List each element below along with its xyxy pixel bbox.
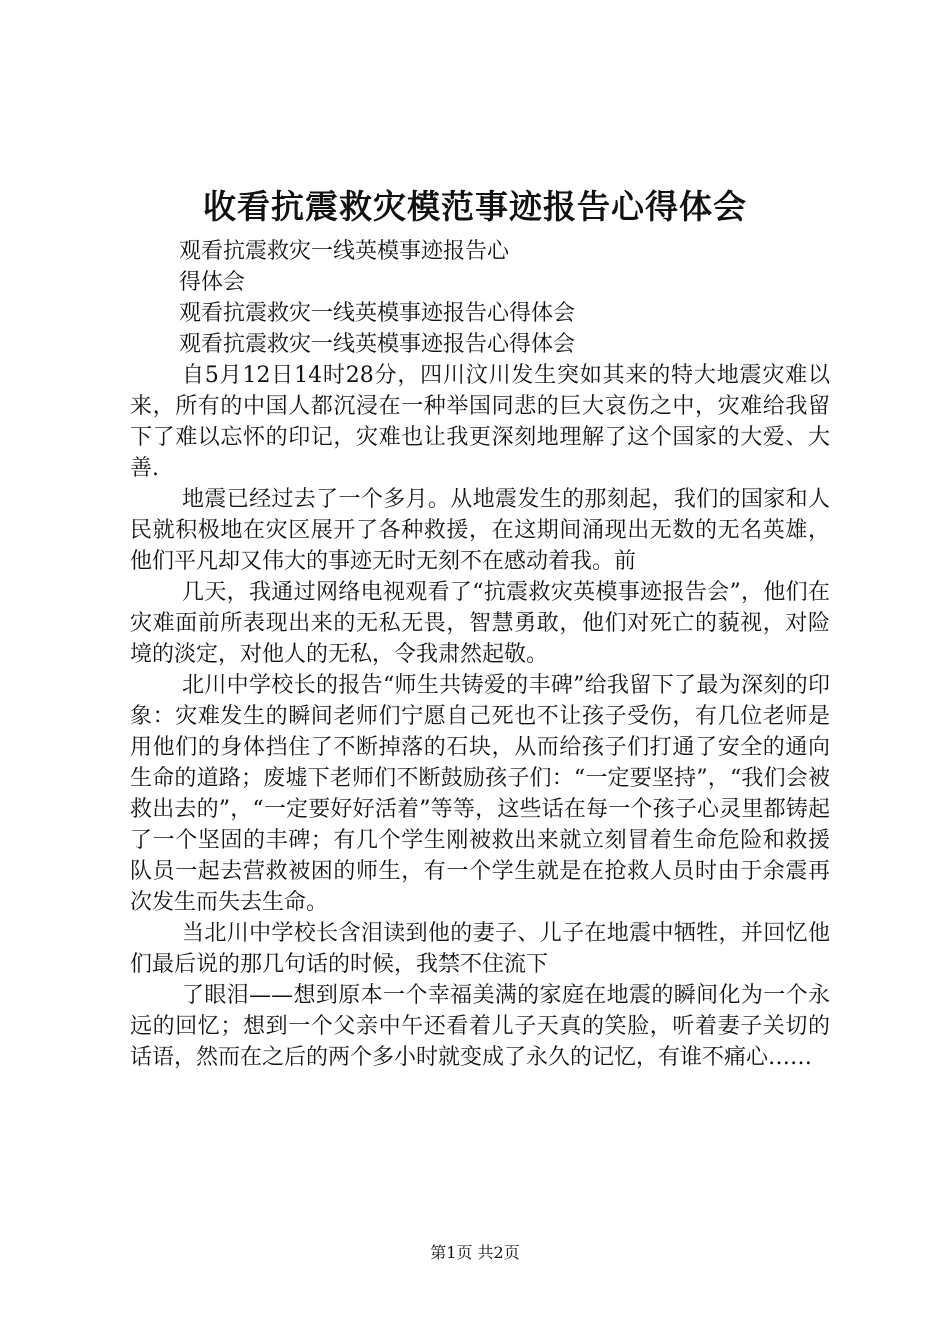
paragraph-6: 了眼泪——想到原本一个幸福美满的家庭在地震的瞬间化为一个永远的回忆；想到一个父亲中午还看着儿子天真的笑脸，听着妻子关切的话语，然而在之后的两个多小时就变成了永久的记忆，有谁不痛心…… bbox=[130, 983, 830, 1070]
subheading-line-1: 观看抗震救灾一线英模事迹报告心 bbox=[179, 239, 510, 264]
paragraph-3: 几天，我通过网络电视观看了“抗震救灾英模事迹报告会”，他们在灾难面前所表现出来的无私无畏，智慧勇敢，他们对死亡的藐视，对险境的淡定，对他人的无私，令我肃然起敬。 bbox=[130, 580, 830, 667]
subheading-line-3: 观看抗震救灾一线英模事迹报告心得体会 bbox=[179, 301, 576, 326]
paragraph-1: 自5月12日14时28分，四川汶川发生突如其来的特大地震灾难以来，所有的中国人都沉浸在一种举国同悲的巨大哀伤之中，灾难给我留下了难以忘怀的印记，灾难也让我更深刻地理解了这个国家的大爱、大善. bbox=[130, 363, 830, 481]
document-title: 收看抗震救灾模范事迹报告心得体会 bbox=[203, 187, 747, 226]
document-body bbox=[130, 236, 830, 1073]
subheading-line-2: 得体会 bbox=[179, 270, 246, 295]
subheading-line-4: 观看抗震救灾一线英模事迹报告心得体会 bbox=[179, 332, 576, 357]
page-number-footer: 第1页 共2页 bbox=[430, 1243, 520, 1262]
paragraph-2: 地震已经过去了一个多月。从地震发生的那刻起，我们的国家和人民就积极地在灾区展开了各种救援，在这期间涌现出无数的无名英雄，他们平凡却又伟大的事迹无时无刻不在感动着我。前 bbox=[130, 487, 830, 574]
paragraph-5: 当北川中学校长含泪读到他的妻子、儿子在地震中牺牲，并回忆他们最后说的那几句话的时候，我禁不住流下 bbox=[130, 921, 830, 977]
paragraph-4: 北川中学校长的报告“师生共铸爱的丰碑”给我留下了最为深刻的印象：灾难发生的瞬间老师们宁愿自己死也不让孩子受伤，有几位老师是用他们的身体挡住了不断掉落的石块，从而给孩子们打通了安全的通向生命的道路；废墟下老师们不断鼓励孩子们：“一定要坚持”，“我们会被救出去的”，“一定要好好活着”等等，这些话在每一个孩子心灵里都铸起了一个坚固的丰碑；有几个学生刚被救出来就立刻冒着生命危险和救援队员一起去营救被困的师生，有一个学生就是在抢救人员时由于余震再次发生而失去生命。 bbox=[130, 673, 830, 915]
